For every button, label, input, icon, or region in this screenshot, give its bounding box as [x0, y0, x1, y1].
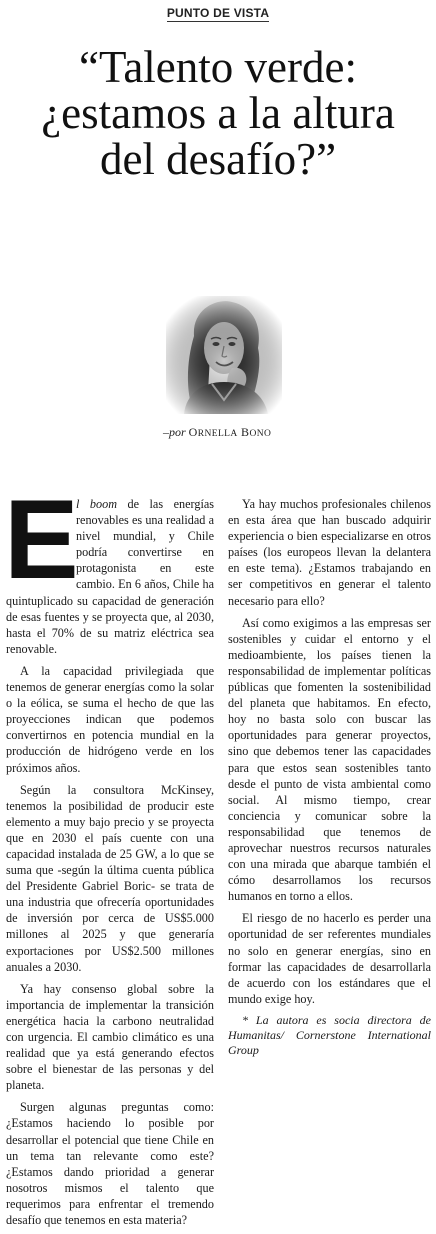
- paragraph-5: Surgen algunas preguntas como: ¿Estamos haciendo lo posible por desarrollar el potencial que tiene Chile en un tema tan relevante como este? ¿Estamos dando prioridad a generar nosotros mismos el talento que requerimos para enfrentar el tremendo desafío que tenemos en esta materia?: [6, 1100, 214, 1228]
- paragraph-4: Ya hay consenso global sobre la importancia de implementar la transición energética hacia la carbono neutralidad con urgencia. El cambio climático es una realidad que ya está generando efectos sobre el bienestar de las personas y del planeta.: [6, 981, 214, 1093]
- author-portrait-image: [166, 296, 282, 414]
- article-column-left: [4, 477, 214, 1234]
- article-column-right: [228, 496, 431, 1064]
- author-footnote: * La autora es socia directora de Humanitas/ Cornerstone International Group: [228, 1012, 431, 1057]
- paragraph-2: A la capacidad privilegiada que tenemos de generar energías como la solar o la eólica, se suma el hecho de que las proyecciones indican que podemos convertirnos en potencia mundial en la producción de hidrógeno verde en los próximos años.: [6, 663, 214, 775]
- author-portrait: [166, 296, 282, 419]
- paragraph-3: Según la consultora McKinsey, tenemos la posibilidad de producir este elemento a muy bajo precio y se proyecta que en 2030 el país cuente con una capacidad instalada de 25 GW, a lo que se suma que -según la última cuenta pública del Presidente Gabriel Boric- se trata de una industria que ofrecería oportunidades de inversión por cerca de US$5.000 millones al 2025 y que generaría exportaciones por US$2.500 millones anuales a 2030.: [6, 782, 214, 974]
- headline: [0, 44, 436, 182]
- paragraph-7: Así como exigimos a las empresas ser sostenibles y cuidar el entorno y el medioambiente, los países tienen la responsabilidad de implementar políticas públicas que fomenten la sostenibilidad del planeta que habitamos. En efecto, hoy no basta solo con buscar las oportunidades para generar proyectos, sino que debemos tener las capacidades para que estos sean sostenibles tanto desde el punto de vista ambiental como social. Al mismo tiempo, crear conciencia y comunicar sobre la responsabilidad que tenemos de aprovechar nuestros recursos naturales con una mirada que abarque también el cómo desarrollamos los recursos humanos en torno a ellos.: [228, 615, 431, 904]
- paragraph-1: E l boom de las energías renovables es una realidad a nivel mundial, y Chile podría convertirse en protagonista en este cambio. En 6 años, Chile ha quintuplicado su capacidad de generación de esas fuentes y se proyecta que, al 2030, hasta el 70% de su matriz eléctrica sea renovable.: [4, 477, 214, 656]
- headline-line-2: ¿estamos a la altura: [41, 88, 395, 138]
- drop-cap: E: [4, 477, 79, 602]
- byline: [163, 425, 271, 440]
- headline-line-1: “Talento verde:: [79, 42, 357, 92]
- byline-prefix: –por: [163, 425, 186, 439]
- headline-line-3: del desafío?”: [99, 134, 337, 184]
- author-name: ORNELLA BONO: [188, 425, 272, 439]
- section-label: PUNTO DE VISTA: [166, 6, 270, 20]
- paragraph-6: Ya hay muchos profesionales chilenos en esta área que han buscado adquirir experiencia o bien especializarse en otros países (los europeos llevan la delantera en este tema). ¿Estamos trabajando en ser competitivos en generar el talento necesario para ello?: [228, 497, 431, 608]
- paragraph-8: El riesgo de no hacerlo es perder una oportunidad de ser referentes mundiales no solo en generar energías, sino en formar las capacidades de desarrollarla de acuerdo con los estándares que el mundo exige hoy.: [228, 911, 431, 1006]
